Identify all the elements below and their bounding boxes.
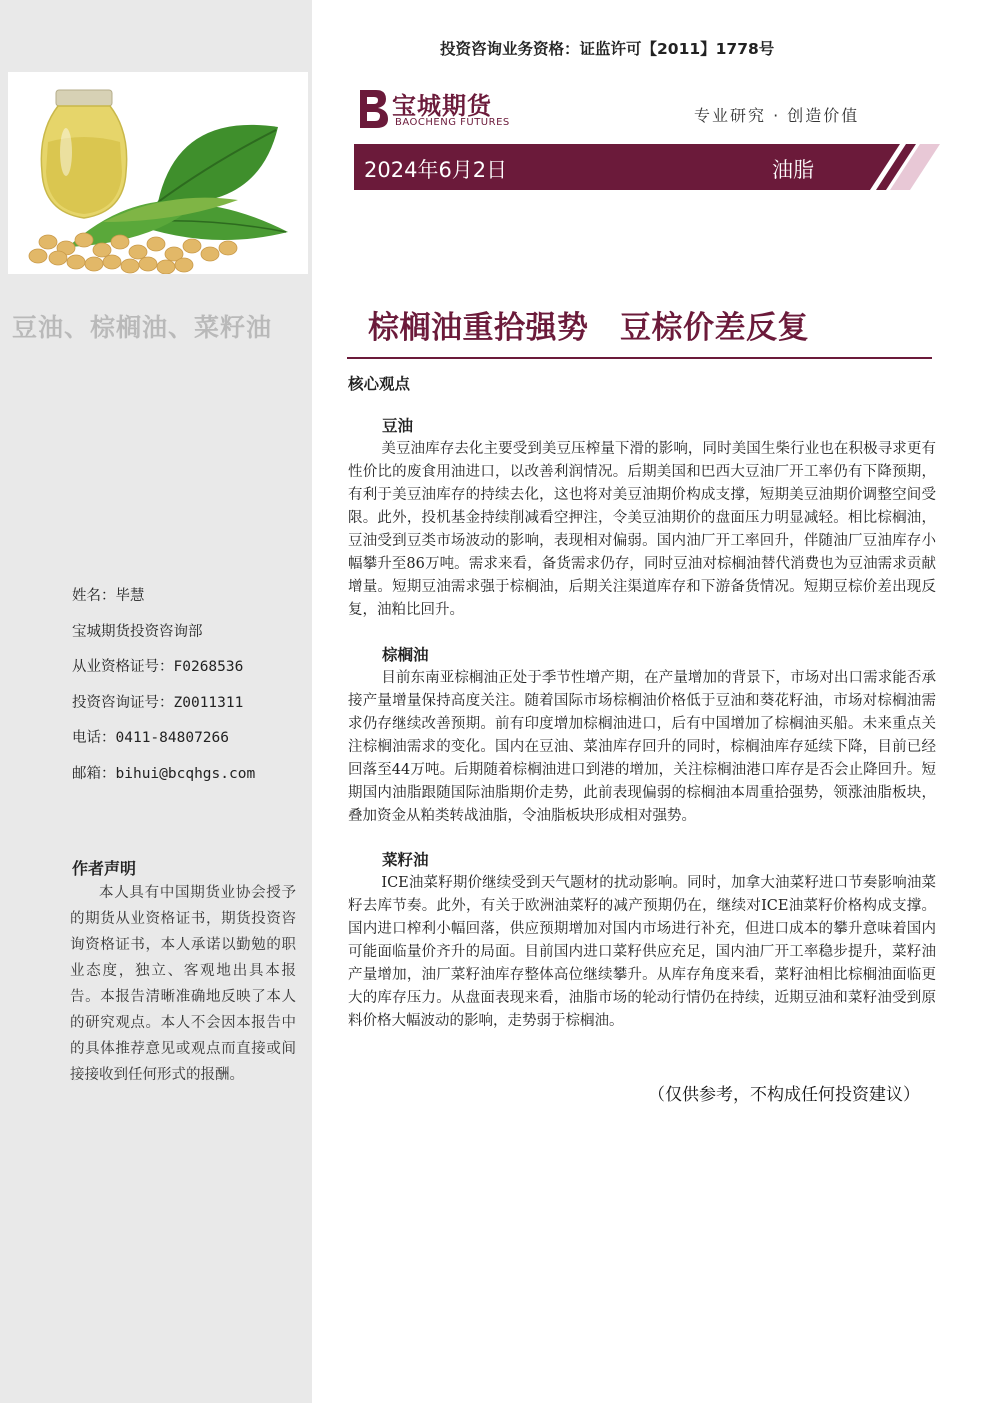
section-text: 美豆油库存去化主要受到美豆压榨量下滑的影响，同时美国生柴行业也在积极寻求更有性价比的废食用油进口，以改善利润情况。后期美国和巴西大豆油厂开工率仍有下降预期，有利于美豆油库存的持续去化，这也将对美豆油期价构成支撑，短期美豆油期价调整空间受限。此外，投机基金持续削减看空押注，令美豆油期价的盘面压力明显减轻。相比棕榈油，豆油受到豆类市场波动的影响，表现相对偏弱。国内油厂开工率回升，伴随油厂豆油库存小幅攀升至86万吨。需求来看，备货需求仍存，同时豆油对棕榈油替代消费也为豆油需求贡献增量。短期豆油需求强于棕榈油，后期关注渠道库存和下游备货情况。短期豆棕价差出现反复，油粕比回升。 bbox=[348, 441, 936, 618]
soybean-oil-image bbox=[8, 72, 308, 274]
headline-divider bbox=[347, 357, 932, 359]
sidebar bbox=[0, 0, 312, 1403]
section-title: 棕榈油 bbox=[382, 646, 429, 664]
section-palm-oil bbox=[348, 643, 936, 828]
report-headline: 棕榈油重拾强势 豆棕价差反复 bbox=[368, 310, 809, 346]
analyst-department: 宝城期货投资咨询部 bbox=[72, 623, 203, 640]
email-address: 邮箱：bihui@bcqhgs.com bbox=[72, 765, 256, 782]
company-logo bbox=[354, 86, 524, 130]
declaration-title: 作者声明 bbox=[72, 859, 137, 878]
analyst-name: 姓名：毕慧 bbox=[72, 588, 145, 604]
logo-english-name: BAOCHENG FUTURES bbox=[395, 117, 510, 128]
report-category: 油脂 bbox=[772, 158, 814, 182]
slogan: 专业研究 · 创造价值 bbox=[694, 106, 860, 125]
qualification-number: 从业资格证号：F0268536 bbox=[72, 659, 244, 675]
phone-number: 电话：0411-84807266 bbox=[72, 730, 229, 746]
section-rapeseed-oil bbox=[348, 848, 936, 1033]
logo-mark-icon bbox=[354, 86, 390, 130]
section-title: 豆油 bbox=[382, 417, 414, 435]
product-title: 豆油、棕榈油、菜籽油 bbox=[12, 313, 273, 342]
core-view-title: 核心观点 bbox=[348, 375, 411, 393]
consulting-number: 投资咨询证号：Z0011311 bbox=[72, 694, 244, 711]
declaration-text: 本人具有中国期货业协会授予的期货从业资格证书，期货投资咨询资格证书，本人承诺以勤勉的职业态度，独立、客观地出具本报告。本报告清晰准确地反映了本人的研究观点。本人不会因本报告中的具体推荐意见或观点而直接或间接接收到任何形式的报酬。 bbox=[70, 885, 296, 1083]
date-banner bbox=[354, 144, 940, 190]
section-text: 目前东南亚棕榈油正处于季节性增产期，在产量增加的背景下，市场对出口需求能否承接产量增量保持高度关注。随着国际市场棕榈油价格低于豆油和葵花籽油，市场对棕榈油需求仍存继续改善预期。前有印度增加棕榈油进口，后有中国增加了棕榈油买船。未来重点关注棕榈油需求的变化。国内在豆油、菜油库存回升的同时，棕榈油库存延续下降，目前已经回落至44万吨。后期随着棕榈油进口到港的增加，关注棕榈油港口库存是否会止降回升。短期国内油脂跟随国际油脂期价走势，此前表现偏弱的棕榈油本周重拾强势，领涨油脂板块，叠加资金从粕类转战油脂，令油脂板块形成相对强势。 bbox=[348, 670, 936, 824]
section-text: ICE油菜籽期价继续受到天气题材的扰动影响。同时，加拿大油菜籽进口节奏影响油菜籽去库节奏。此外，有关于欧洲油菜籽的减产预期仍在，继续对ICE油菜籽价格构成支撑。国内进口榨利小幅回落，供应预期增加对国内市场进行补充，但进口成本的攀升意味着国内可能面临量价齐升的局面。目前国内进口菜籽供应充足，国内油厂开工率稳步提升，菜籽油产量增加，油厂菜籽油库存整体高位继续攀升。从库存角度来看，菜籽油相比棕榈油面临更大的库存压力。从盘面表现来看，油脂市场的轮动行情仍在持续，近期豆油和菜籽油受到原料价格大幅波动的影响，走势弱于棕榈油。 bbox=[348, 875, 936, 1029]
section-title: 菜籽油 bbox=[382, 851, 429, 869]
disclaimer: （仅供参考，不构成任何投资建议） bbox=[648, 1085, 920, 1105]
section-soybean-oil bbox=[348, 414, 936, 622]
logo-chinese-name: 宝城期货 bbox=[392, 92, 492, 120]
report-date: 2024年6月2日 bbox=[364, 158, 508, 182]
analyst-contact bbox=[72, 585, 255, 798]
license-line: 投资咨询业务资格：证监许可【2011】1778号 bbox=[440, 40, 775, 58]
